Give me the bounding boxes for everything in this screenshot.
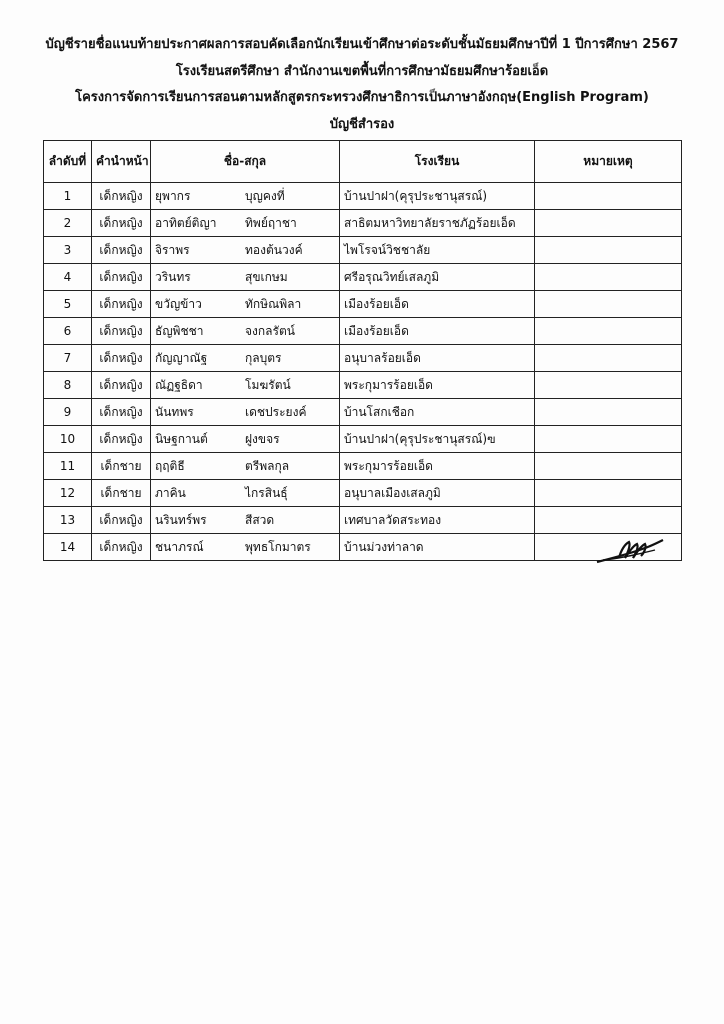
table-header-row xyxy=(44,141,682,183)
row-school: อนุบาลร้อยเอ็ด xyxy=(340,345,535,372)
row-prefix: เด็กหญิง xyxy=(92,345,151,372)
row-remark xyxy=(535,345,682,372)
row-order: 3 xyxy=(44,237,92,264)
table-row xyxy=(44,480,682,507)
reserve-list-table xyxy=(43,140,682,561)
table-row xyxy=(44,237,682,264)
row-prefix: เด็กหญิง xyxy=(92,372,151,399)
table-row xyxy=(44,264,682,291)
row-fullname xyxy=(151,534,340,561)
row-order: 14 xyxy=(44,534,92,561)
row-prefix: เด็กหญิง xyxy=(92,183,151,210)
row-last-name: จงกลรัตน์ xyxy=(245,324,295,338)
row-school: บ้านปาฝา(คุรุประชานุสรณ์)ฃ xyxy=(340,426,535,453)
row-remark xyxy=(535,453,682,480)
column-header-school: โรงเรียน xyxy=(340,141,535,183)
row-order: 8 xyxy=(44,372,92,399)
row-school: บ้านปาฝา(คุรุประชานุสรณ์) xyxy=(340,183,535,210)
table-row xyxy=(44,372,682,399)
row-school: อนุบาลเมืองเสลภูมิ xyxy=(340,480,535,507)
row-last-name: ทองต้นวงค์ xyxy=(245,243,303,257)
row-last-name: ตรีพลกุล xyxy=(245,459,290,473)
row-order: 4 xyxy=(44,264,92,291)
row-order: 5 xyxy=(44,291,92,318)
row-fullname xyxy=(151,264,340,291)
row-fullname xyxy=(151,507,340,534)
table-body xyxy=(44,183,682,561)
row-first-name: ธัญพิชชา xyxy=(155,324,204,338)
row-fullname xyxy=(151,372,340,399)
row-fullname xyxy=(151,345,340,372)
row-school: เมืองร้อยเอ็ด xyxy=(340,291,535,318)
row-prefix: เด็กหญิง xyxy=(92,237,151,264)
row-order: 9 xyxy=(44,399,92,426)
document-title: บัญชีรายชื่อแนบท้ายประกาศผลการสอบคัดเลือกนักเรียนเข้าศึกษาต่อระดับชั้นมัธยมศึกษาปีที่ 1 ปีการศึกษา 2567 xyxy=(45,37,679,52)
row-first-name: นันทพร xyxy=(155,405,194,419)
row-school: บ้านม่วงท่าลาด xyxy=(340,534,535,561)
row-fullname xyxy=(151,210,340,237)
row-first-name: นิษฐกานต์ xyxy=(155,432,208,446)
row-last-name: ทักษิณพิลา xyxy=(245,297,302,311)
row-prefix: เด็กหญิง xyxy=(92,210,151,237)
row-last-name: เดชประยงค์ xyxy=(245,405,307,419)
row-first-name: อาทิตย์ติญา xyxy=(155,216,217,230)
row-last-name: โมฆรัตน์ xyxy=(245,378,291,392)
row-first-name: ชนาภรณ์ xyxy=(155,540,204,554)
table-row xyxy=(44,345,682,372)
column-header-prefix: คำนำหน้า xyxy=(92,141,151,183)
row-first-name: นรินทร์พร xyxy=(155,513,207,527)
row-remark xyxy=(535,426,682,453)
row-school: บ้านโสกเชือก xyxy=(340,399,535,426)
row-first-name: ภาคิน xyxy=(155,486,186,500)
row-prefix: เด็กหญิง xyxy=(92,291,151,318)
row-first-name: ยุพากร xyxy=(155,189,191,203)
row-remark xyxy=(535,399,682,426)
row-prefix: เด็กหญิง xyxy=(92,318,151,345)
row-order: 2 xyxy=(44,210,92,237)
row-remark xyxy=(535,318,682,345)
row-first-name: ณัฏฐธิดา xyxy=(155,378,203,392)
row-last-name: ทิพย์ฤาชา xyxy=(245,216,297,230)
table-row xyxy=(44,534,682,561)
row-remark xyxy=(535,480,682,507)
row-order: 10 xyxy=(44,426,92,453)
row-school: ไพโรจน์วิชชาลัย xyxy=(340,237,535,264)
row-first-name: จิราพร xyxy=(155,243,190,257)
row-fullname xyxy=(151,426,340,453)
row-remark xyxy=(535,210,682,237)
row-last-name: บุญคงที่ xyxy=(245,189,285,203)
row-first-name: ฤฤติธี xyxy=(155,459,185,473)
row-fullname xyxy=(151,237,340,264)
school-line: โรงเรียนสตรีศึกษา สำนักงานเขตพื้นที่การศึกษามัธยมศึกษาร้อยเอ็ด xyxy=(175,64,549,79)
program-line: โครงการจัดการเรียนการสอนตามหลักสูตรกระทรวงศึกษาธิการเป็นภาษาอังกฤษ(English Program) xyxy=(75,90,649,105)
row-school: เทศบาลวัดสระทอง xyxy=(340,507,535,534)
row-first-name: วรินทร xyxy=(155,270,191,284)
row-last-name: พุทธโกมาตร xyxy=(245,540,311,554)
row-order: 1 xyxy=(44,183,92,210)
row-remark xyxy=(535,291,682,318)
row-remark xyxy=(535,183,682,210)
row-prefix: เด็กชาย xyxy=(92,453,151,480)
row-fullname xyxy=(151,480,340,507)
row-prefix: เด็กหญิง xyxy=(92,534,151,561)
row-remark xyxy=(535,237,682,264)
table-row xyxy=(44,507,682,534)
row-fullname xyxy=(151,318,340,345)
table-row xyxy=(44,183,682,210)
row-last-name: สีสวด xyxy=(245,513,275,527)
row-school: พระกุมารร้อยเอ็ด xyxy=(340,372,535,399)
table-row xyxy=(44,426,682,453)
row-first-name: ขวัญข้าว xyxy=(155,297,202,311)
row-remark xyxy=(535,372,682,399)
row-school: เมืองร้อยเอ็ด xyxy=(340,318,535,345)
row-school: ศรีอรุณวิทย์เสลภูมิ xyxy=(340,264,535,291)
row-order: 11 xyxy=(44,453,92,480)
row-last-name: ไกรสินธุ์ xyxy=(245,486,288,500)
handwritten-signature xyxy=(595,528,665,568)
row-remark xyxy=(535,264,682,291)
row-prefix: เด็กหญิง xyxy=(92,426,151,453)
row-last-name: ฝูงขจร xyxy=(245,432,280,446)
row-first-name: กัญญาณัฐ xyxy=(155,351,208,365)
row-last-name: กุลบุตร xyxy=(245,351,282,365)
table-row xyxy=(44,399,682,426)
column-header-order: ลำดับที่ xyxy=(44,141,92,183)
row-order: 6 xyxy=(44,318,92,345)
list-type-line: บัญชีสำรอง xyxy=(329,117,395,132)
row-order: 7 xyxy=(44,345,92,372)
table-row xyxy=(44,453,682,480)
row-order: 12 xyxy=(44,480,92,507)
row-school: พระกุมารร้อยเอ็ด xyxy=(340,453,535,480)
table-row xyxy=(44,318,682,345)
row-prefix: เด็กหญิง xyxy=(92,399,151,426)
row-fullname xyxy=(151,399,340,426)
row-prefix: เด็กชาย xyxy=(92,480,151,507)
row-prefix: เด็กหญิง xyxy=(92,264,151,291)
row-prefix: เด็กหญิง xyxy=(92,507,151,534)
row-last-name: สุขเกษม xyxy=(245,270,288,284)
row-fullname xyxy=(151,183,340,210)
column-header-fullname: ชื่อ-สกุล xyxy=(151,141,340,183)
table-row xyxy=(44,210,682,237)
column-header-remark: หมายเหตุ xyxy=(535,141,682,183)
row-school: สาธิตมหาวิทยาลัยราชภัฏร้อยเอ็ด xyxy=(340,210,535,237)
row-fullname xyxy=(151,453,340,480)
row-order: 13 xyxy=(44,507,92,534)
row-fullname xyxy=(151,291,340,318)
table-row xyxy=(44,291,682,318)
